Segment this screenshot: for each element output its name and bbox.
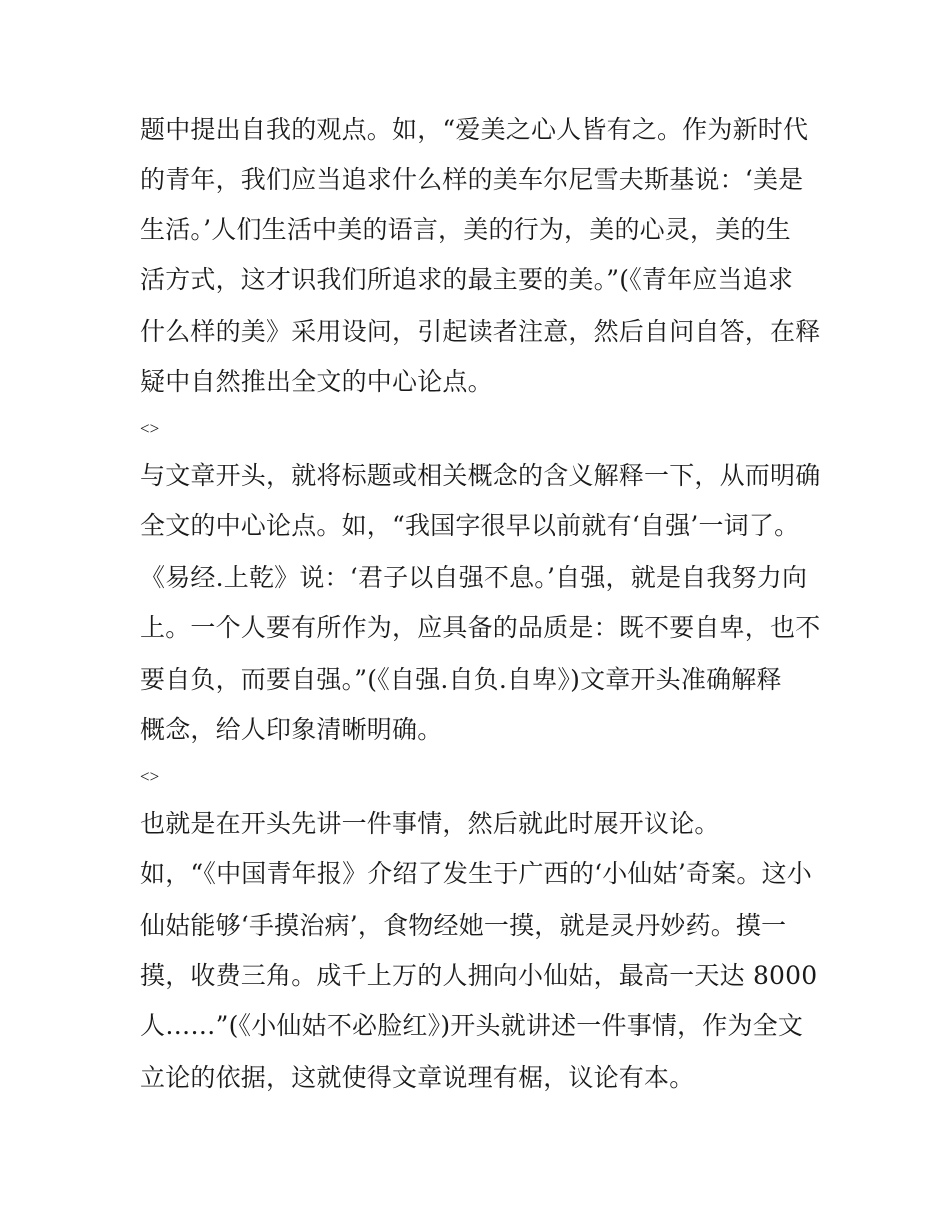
paragraph-3-line-6: 立论的依据，这就使得文章说理有椐，议论有本。: [140, 1063, 695, 1092]
paragraph-1-line-5: 什么样的美》采用设问，引起读者注意，然后自问自答，在释: [140, 317, 821, 346]
paragraph-1-line-2: 的青年，我们应当追求什么样的美车尔尼雪夫斯基说：‘美是: [140, 165, 804, 194]
paragraph-3-line-2: 如，“《中国青年报》介绍了发生于广西的‘小仙姑’奇案。这小: [140, 859, 812, 888]
paragraph-3-line-4: 摸，收费三角。成千上万的人拥向小仙姑，最高一天达 8000: [140, 961, 818, 990]
paragraph-3-line-3: 仙姑能够‘手摸治病’，食物经她一摸，就是灵丹妙药。摸一: [140, 911, 787, 940]
paragraph-2-line-1: 与文章开头，就将标题或相关概念的含义解释一下，从而明确: [140, 461, 821, 490]
paragraph-1-line-1: 题中提出自我的观点。如，“爱美之心人皆有之。作为新时代: [140, 115, 809, 144]
paragraph-1-line-6: 疑中自然推出全文的中心论点。: [140, 367, 493, 396]
paragraph-3-line-1: 也就是在开头先讲一件事情，然后就此时展开议论。: [140, 809, 720, 838]
paragraph-3-line-5: 人……”(《小仙姑不必脸红》)开头就讲述一件事情，作为全文: [140, 1011, 804, 1040]
paragraph-1-line-4: 活方式，这才识我们所追求的最主要的美。”(《青年应当追求: [140, 265, 794, 294]
paragraph-2-line-5: 要自负，而要自强。”(《自强.自负.自卑》)文章开头准确解释: [140, 665, 782, 694]
paragraph-2-line-4: 上。一个人要有所作为，应具备的品质是：既不要自卑，也不: [140, 613, 821, 642]
paragraph-2-line-6: 概念，给人印象清晰明确。: [140, 715, 443, 744]
section-marker-2: <>: [140, 767, 160, 786]
paragraph-2-line-2: 全文的中心论点。如，“我国字很早以前就有‘自强’一词了。: [140, 511, 800, 540]
section-marker-1: <>: [140, 419, 160, 438]
paragraph-1-line-3: 生活。’人们生活中美的语言，美的行为，美的心灵，美的生: [140, 215, 791, 244]
paragraph-2-line-3: 《易经.上乾》说：‘君子以自强不息。’自强，就是自我努力向: [140, 563, 808, 592]
